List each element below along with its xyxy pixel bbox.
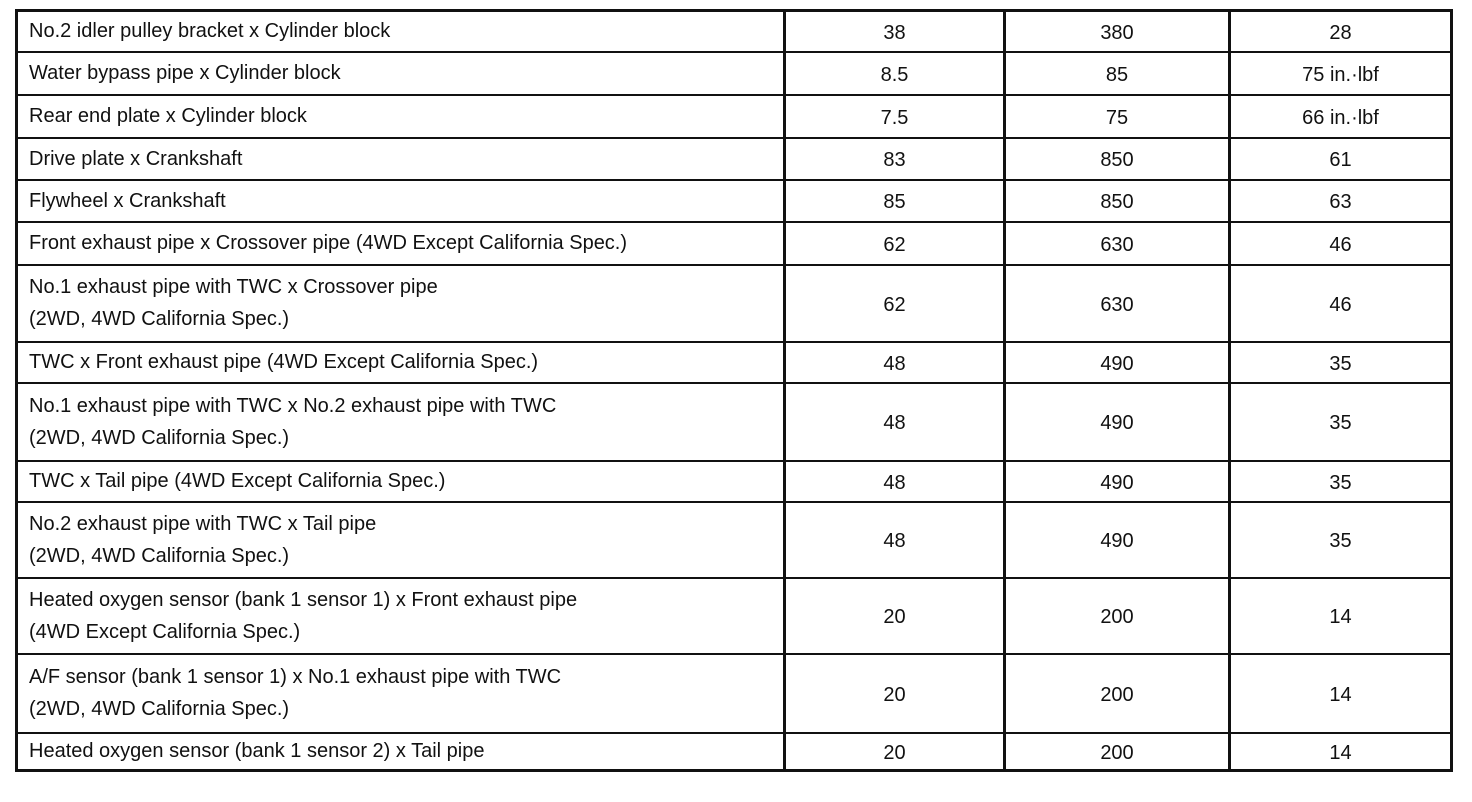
torque-nm-cell: 20 (785, 578, 1005, 654)
torque-nm-cell: 62 (785, 222, 1005, 265)
table-row (17, 342, 1452, 383)
torque-nm-cell: 20 (785, 654, 1005, 733)
torque-ftlbf-cell: 14 (1230, 733, 1452, 771)
torque-ftlbf-cell: 35 (1230, 461, 1452, 502)
part-name-line: Drive plate x Crankshaft (29, 147, 243, 170)
part-name-cell (17, 222, 785, 265)
table-body (17, 11, 1452, 771)
torque-nm-cell: 62 (785, 265, 1005, 342)
torque-ftlbf-cell: 75 in.·lbf (1230, 52, 1452, 95)
torque-nm-cell: 8.5 (785, 52, 1005, 95)
part-name-line: (2WD, 4WD California Spec.) (29, 698, 290, 720)
part-name-line: (2WD, 4WD California Spec.) (29, 308, 290, 330)
part-name-line: (2WD, 4WD California Spec.) (29, 426, 290, 449)
part-name-line: Flywheel x Crankshaft (29, 189, 226, 212)
torque-nm-cell: 48 (785, 502, 1005, 578)
part-name-line: (2WD, 4WD California Spec.) (29, 544, 290, 567)
torque-ftlbf-cell: 35 (1230, 502, 1452, 578)
torque-kgfcm-cell: 490 (1005, 342, 1230, 383)
torque-kgfcm-cell: 490 (1005, 461, 1230, 502)
part-name-line: No.2 idler pulley bracket x Cylinder block (29, 20, 391, 43)
part-name-line: Rear end plate x Cylinder block (29, 105, 307, 127)
torque-nm-cell: 48 (785, 461, 1005, 502)
part-name-cell (17, 342, 785, 383)
torque-kgfcm-cell: 850 (1005, 138, 1230, 180)
torque-kgfcm-cell: 630 (1005, 222, 1230, 265)
torque-kgfcm-cell: 380 (1005, 11, 1230, 52)
table-row (17, 383, 1452, 461)
table-row (17, 138, 1452, 180)
torque-nm-cell: 38 (785, 11, 1005, 52)
part-name-cell (17, 654, 785, 733)
part-name-cell (17, 461, 785, 502)
part-name-cell (17, 52, 785, 95)
torque-kgfcm-cell: 200 (1005, 733, 1230, 771)
torque-kgfcm-cell: 490 (1005, 502, 1230, 578)
torque-ftlbf-cell: 14 (1230, 578, 1452, 654)
part-name-cell (17, 95, 785, 138)
table-row (17, 11, 1452, 52)
part-name-line: TWC x Tail pipe (4WD Except California Spec.) (29, 470, 446, 492)
table-row (17, 578, 1452, 654)
torque-ftlbf-cell: 63 (1230, 180, 1452, 222)
torque-spec-table (15, 9, 1453, 772)
part-name-cell (17, 180, 785, 222)
table-row (17, 654, 1452, 733)
part-name-line: TWC x Front exhaust pipe (4WD Except California Spec.) (29, 351, 539, 373)
part-name-line: No.1 exhaust pipe with TWC x No.2 exhaust pipe with TWC (29, 394, 557, 417)
torque-ftlbf-cell: 28 (1230, 11, 1452, 52)
table-row (17, 95, 1452, 138)
torque-ftlbf-cell: 35 (1230, 383, 1452, 461)
torque-kgfcm-cell: 200 (1005, 578, 1230, 654)
torque-nm-cell: 7.5 (785, 95, 1005, 138)
part-name-cell (17, 578, 785, 654)
part-name-cell (17, 138, 785, 180)
part-name-cell (17, 383, 785, 461)
table-row (17, 265, 1452, 342)
torque-nm-cell: 20 (785, 733, 1005, 771)
torque-nm-cell: 48 (785, 342, 1005, 383)
torque-kgfcm-cell: 630 (1005, 265, 1230, 342)
part-name-line: A/F sensor (bank 1 sensor 1) x No.1 exhaust pipe with TWC (29, 666, 562, 688)
part-name-line: No.1 exhaust pipe with TWC x Crossover pipe (29, 276, 438, 298)
torque-ftlbf-cell: 14 (1230, 654, 1452, 733)
part-name-line: Front exhaust pipe x Crossover pipe (4WD Except California Spec.) (29, 232, 628, 254)
torque-kgfcm-cell: 85 (1005, 52, 1230, 95)
table-row (17, 52, 1452, 95)
torque-ftlbf-cell: 46 (1230, 265, 1452, 342)
torque-nm-cell: 83 (785, 138, 1005, 180)
part-name-line: (4WD Except California Spec.) (29, 620, 301, 643)
torque-ftlbf-cell: 46 (1230, 222, 1452, 265)
part-name-line: No.2 exhaust pipe with TWC x Tail pipe (29, 512, 377, 535)
torque-kgfcm-cell: 200 (1005, 654, 1230, 733)
torque-ftlbf-cell: 66 in.·lbf (1230, 95, 1452, 138)
part-name-line: Heated oxygen sensor (bank 1 sensor 1) x Front exhaust pipe (29, 588, 578, 611)
torque-nm-cell: 85 (785, 180, 1005, 222)
part-name-cell (17, 11, 785, 52)
part-name-cell (17, 733, 785, 771)
torque-kgfcm-cell: 850 (1005, 180, 1230, 222)
table-row (17, 180, 1452, 222)
part-name-line: Heated oxygen sensor (bank 1 sensor 2) x Tail pipe (29, 740, 485, 762)
torque-kgfcm-cell: 490 (1005, 383, 1230, 461)
table-row (17, 461, 1452, 502)
part-name-cell (17, 502, 785, 578)
table-row (17, 222, 1452, 265)
torque-nm-cell: 48 (785, 383, 1005, 461)
torque-ftlbf-cell: 61 (1230, 138, 1452, 180)
part-name-cell (17, 265, 785, 342)
torque-ftlbf-cell: 35 (1230, 342, 1452, 383)
torque-kgfcm-cell: 75 (1005, 95, 1230, 138)
table-row (17, 733, 1452, 771)
part-name-line: Water bypass pipe x Cylinder block (29, 62, 341, 84)
table-row (17, 502, 1452, 578)
